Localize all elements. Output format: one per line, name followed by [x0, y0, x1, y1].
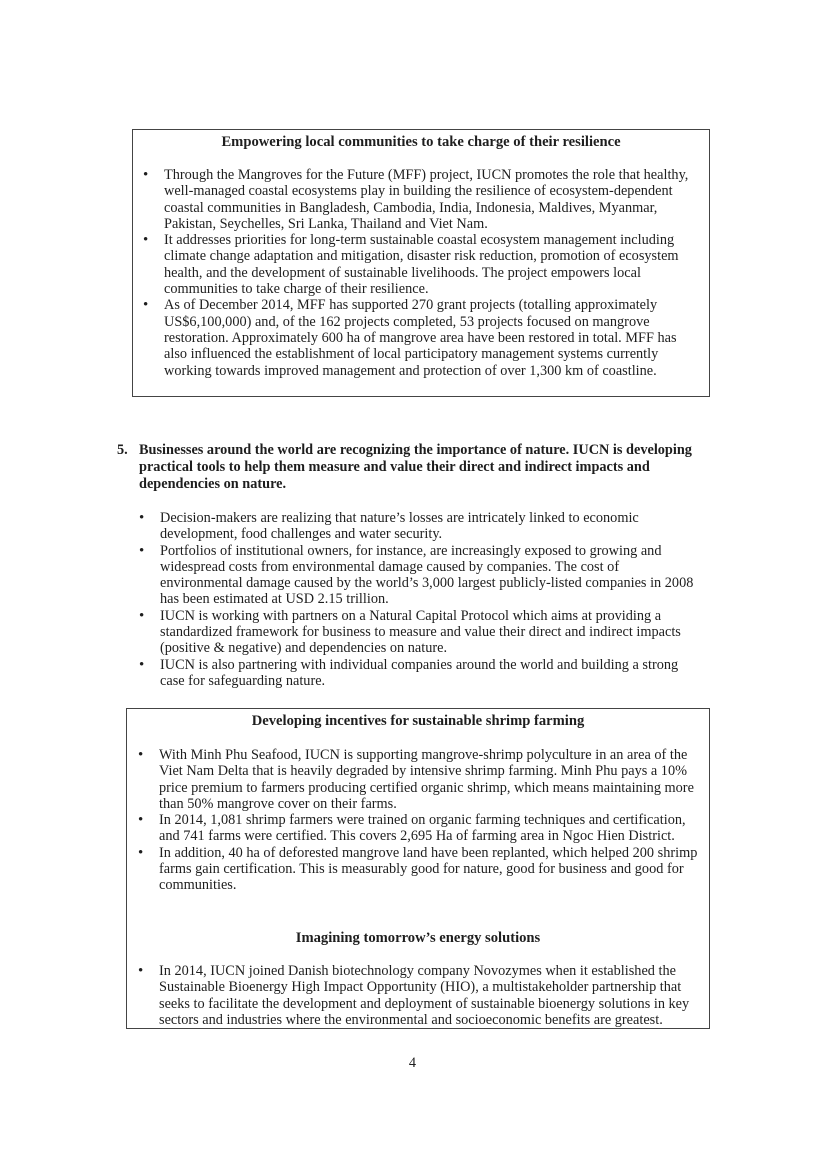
list-item: • As of December 2014, MFF has supported 270 grant projects (totalling approximately US$6,100,000) and, of the 162 projects completed, 53 projects focused on mangrove restoration. Approximately 600 ha of mangrove area have been restored in total. MFF has also influenced the establishment of local participatory management systems currently working towards improved management and protection of over 1,300 km of coastline.	[143, 297, 698, 378]
case-study-box-shrimp-energy	[126, 708, 710, 1029]
section-heading-text: Businesses around the world are recognizing the importance of nature. IUCN is developing practical tools to help them measure and value their direct and indirect impacts and dependencies on nature.	[139, 442, 692, 492]
bullet-list-shrimp	[138, 747, 703, 894]
box-title-energy: Imagining tomorrow’s energy solutions	[295, 930, 541, 946]
list-item: • Portfolios of institutional owners, for instance, are increasingly exposed to growing and widespread costs from environmental damage caused by companies. The cost of environmental damage caused by the world’s 3,000 largest publicly-listed companies in 2008 has been estimated at USD 2.15 trillion.	[139, 543, 699, 608]
list-item: • In addition, 40 ha of deforested mangrove land have been replanted, which helped 200 shrimp farms gain certification. This is measurably good for nature, good for business and good for communities.	[138, 845, 703, 894]
bullet-list-energy	[138, 963, 703, 1028]
box-title-mff: Empowering local communities to take charge of their resilience	[221, 134, 621, 150]
bullet-list-section-5	[139, 510, 699, 689]
list-item: • Decision-makers are realizing that nature’s losses are intricately linked to economic development, food challenges and water security.	[139, 510, 699, 543]
list-item: • It addresses priorities for long-term sustainable coastal ecosystem management including climate change adaptation and mitigation, disaster risk reduction, promotion of ecosystem health, and the development of sustainable livelihoods. The project empowers local communities to take charge of their resilience.	[143, 232, 698, 297]
list-item: • Through the Mangroves for the Future (MFF) project, IUCN promotes the role that healthy, well-managed coastal ecosystems play in building the resilience of ecosystem-dependent coastal communities in Bangladesh, Cambodia, India, Indonesia, Maldives, Myanmar, Pakistan, Seychelles, Sri Lanka, Thailand and Viet Nam.	[143, 167, 698, 232]
list-item: • In 2014, 1,081 shrimp farmers were trained on organic farming techniques and certification, and 741 farms were certified. This covers 2,695 Ha of farming area in Ngoc Hien District.	[138, 812, 703, 845]
box-title-shrimp: Developing incentives for sustainable shrimp farming	[251, 713, 585, 729]
page-number: 4	[408, 1055, 417, 1071]
section-5-heading	[117, 442, 707, 493]
list-item: • With Minh Phu Seafood, IUCN is supporting mangrove-shrimp polyculture in an area of the Viet Nam Delta that is heavily degraded by intensive shrimp farming. Minh Phu pays a 10% price premium to farmers producing certified organic shrimp, which means maintaining more than 50% mangrove cover on their farms.	[138, 747, 703, 812]
list-item: • IUCN is working with partners on a Natural Capital Protocol which aims at providing a standardized framework for business to measure and value their direct and indirect impacts (positive & negative) and dependencies on nature.	[139, 608, 699, 657]
case-study-box-mff	[132, 129, 710, 397]
bullet-list-mff	[143, 167, 698, 379]
list-item: • IUCN is also partnering with individual companies around the world and building a strong case for safeguarding nature.	[139, 657, 699, 690]
list-item: • In 2014, IUCN joined Danish biotechnology company Novozymes when it established the Sustainable Bioenergy High Impact Opportunity (HIO), a multistakeholder partnership that seeks to facilitate the development and deployment of sustainable bioenergy solutions in key sectors and industries where the environmental and socioeconomic benefits are greatest.	[138, 963, 703, 1028]
section-number: 5.	[117, 442, 128, 458]
